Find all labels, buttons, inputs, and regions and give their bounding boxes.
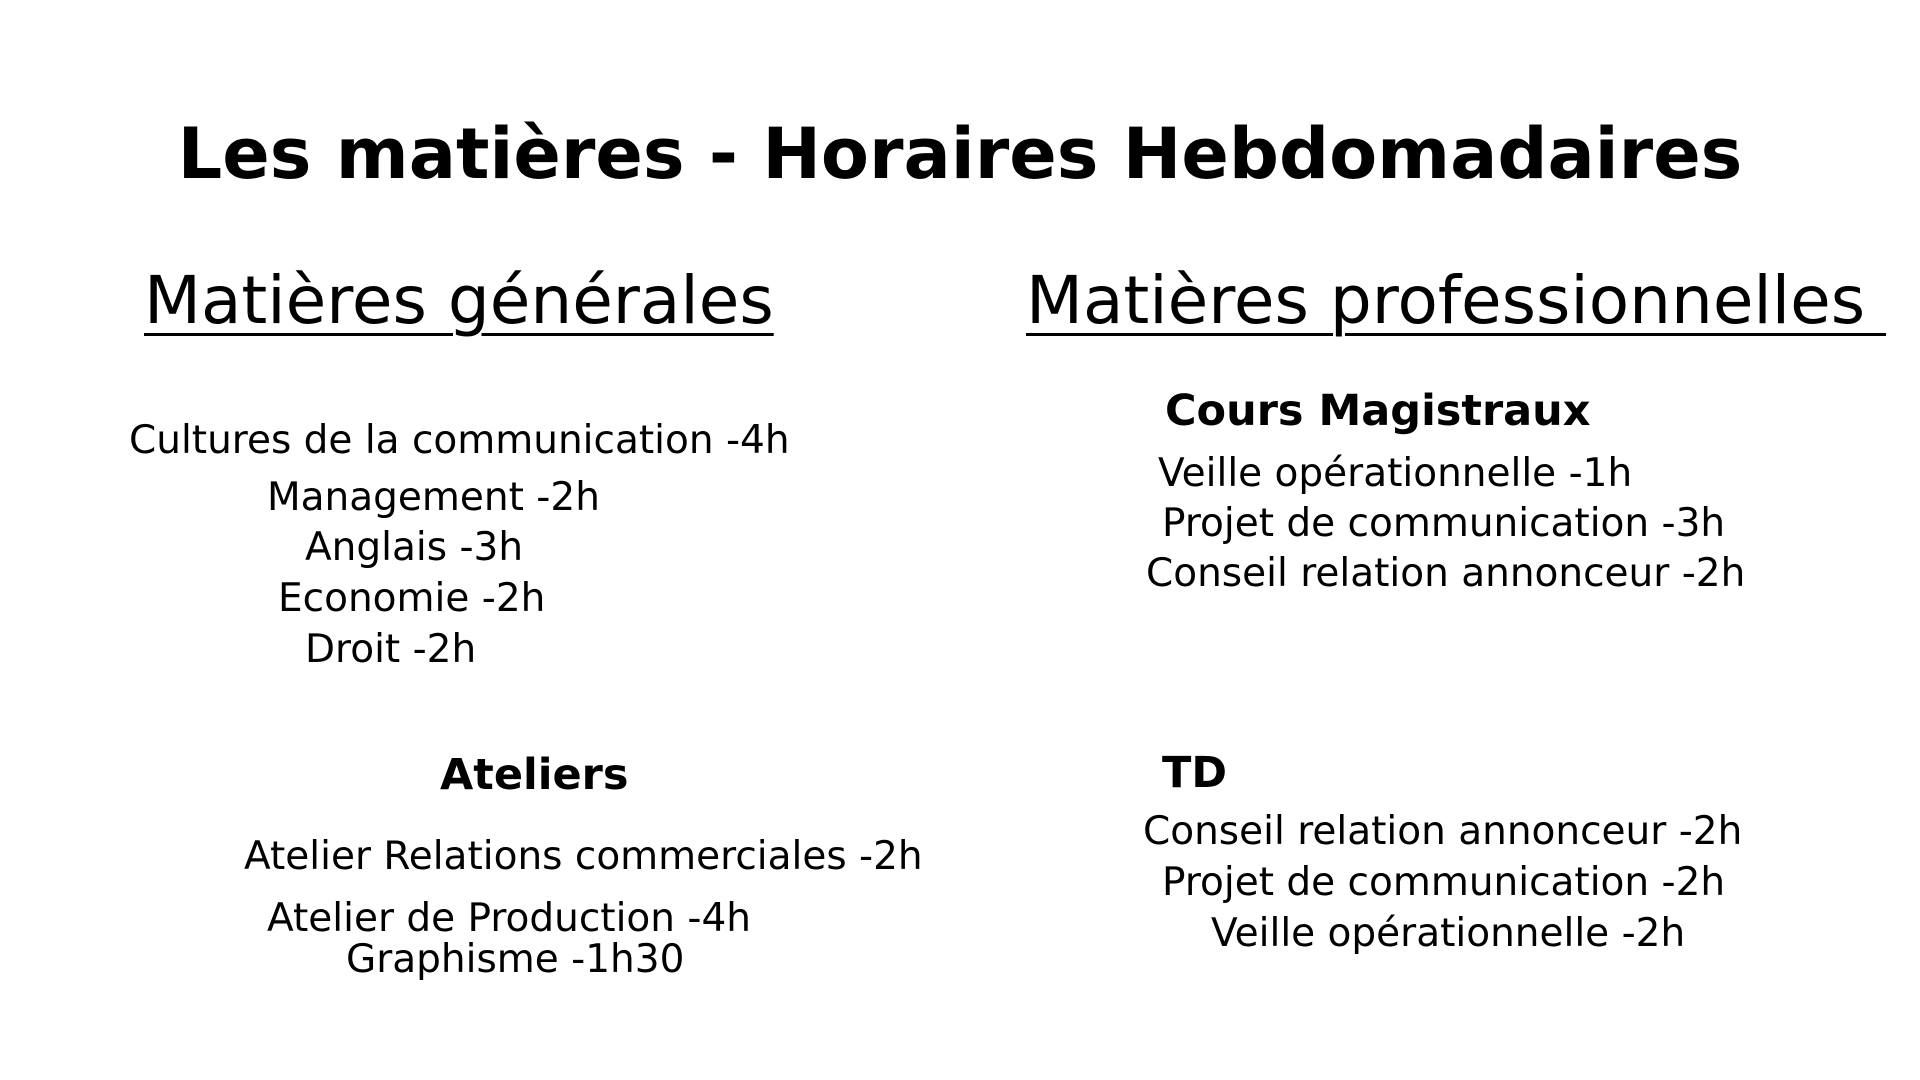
td-heading: TD <box>1162 748 1228 798</box>
general-subjects-heading: Matières générales <box>144 262 774 339</box>
general-subject-item: Economie -2h <box>278 576 546 621</box>
general-subject-item: Cultures de la communication -4h <box>129 418 790 463</box>
general-subject-item: Droit -2h <box>305 627 477 672</box>
general-subject-item: Anglais -3h <box>305 525 524 570</box>
td-item: Conseil relation annonceur -2h <box>1143 809 1743 854</box>
page-title: Les matières - Horaires Hebdomadaires <box>177 113 1743 195</box>
general-subject-item: Management -2h <box>267 475 600 520</box>
td-item: Veille opérationnelle -2h <box>1211 911 1686 956</box>
td-item: Projet de communication -2h <box>1162 860 1726 905</box>
lecture-item: Veille opérationnelle -1h <box>1158 451 1633 496</box>
workshops-heading: Ateliers <box>440 750 629 800</box>
lectures-heading: Cours Magistraux <box>1165 386 1591 436</box>
workshop-item: Graphisme -1h30 <box>346 937 685 982</box>
workshop-item: Atelier de Production -4h <box>267 896 752 941</box>
professional-subjects-heading: Matières professionnelles <box>1026 262 1887 339</box>
lecture-item: Projet de communication -3h <box>1162 501 1726 546</box>
lecture-item: Conseil relation annonceur -2h <box>1146 551 1746 596</box>
workshop-item: Atelier Relations commerciales -2h <box>244 834 923 879</box>
